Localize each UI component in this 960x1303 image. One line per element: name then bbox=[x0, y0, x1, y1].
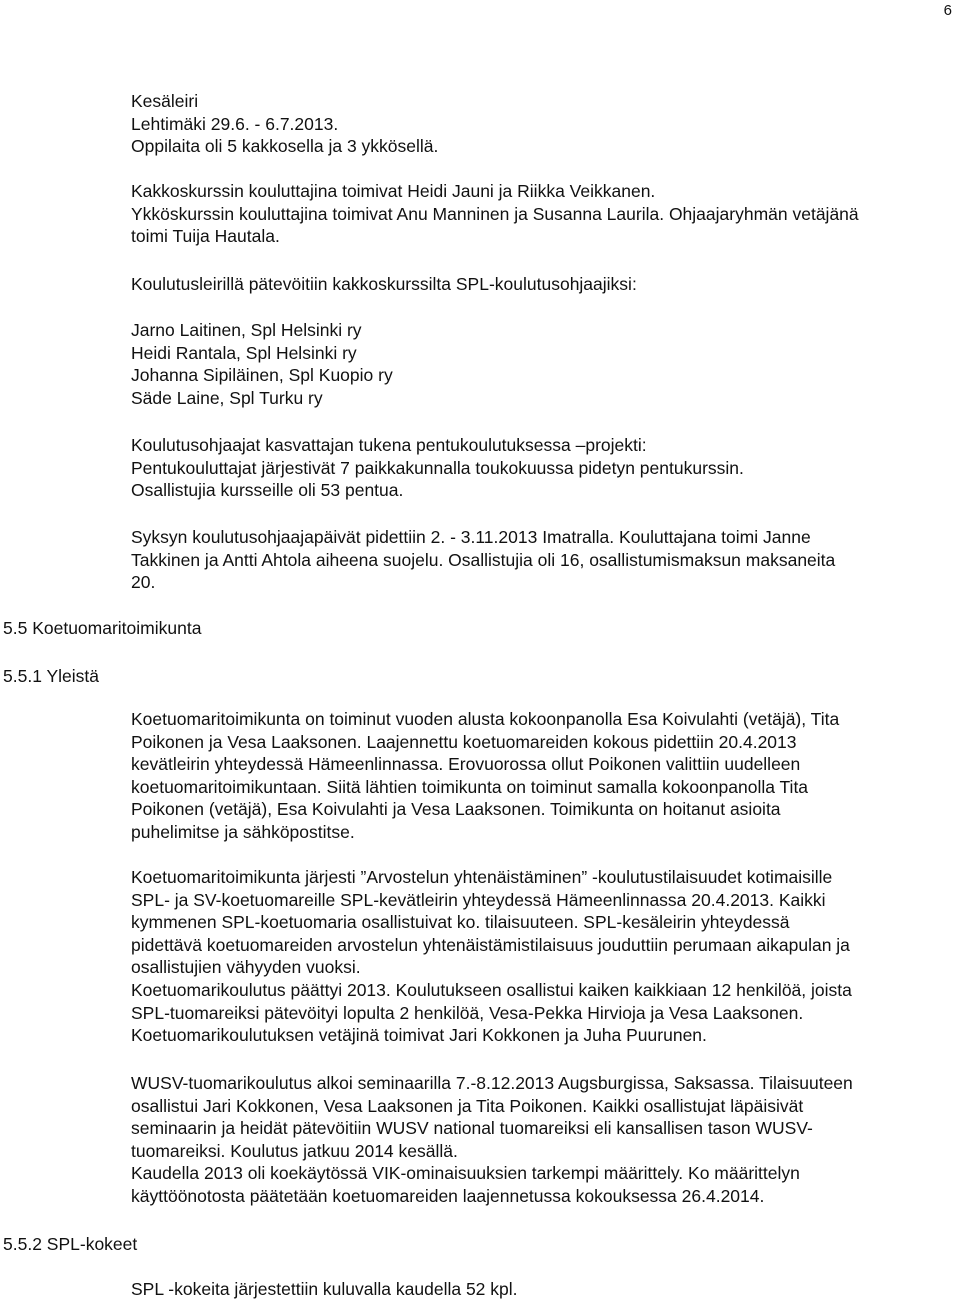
text-line: Koulutusleirillä pätevöitiin kakkoskurssilta SPL-koulutusohjaajiksi: bbox=[131, 274, 637, 294]
trials-count bbox=[131, 1278, 946, 1301]
text-line: Syksyn koulutusohjaajapäivät pidettiin 2. - 3.11.2013 Imatralla. Kouluttajana toimi Janne bbox=[131, 527, 811, 547]
text-line: Lehtimäki 29.6. - 6.7.2013. bbox=[131, 113, 339, 134]
harmonization-block bbox=[131, 866, 946, 1047]
list-item: Jarno Laitinen, Spl Helsinki ry bbox=[131, 320, 362, 340]
qualified-list bbox=[131, 319, 946, 409]
wusv-block bbox=[131, 1072, 946, 1208]
text-line: SPL- ja SV-koetuomareille SPL-kevätleirin yhteydessä Hämeenlinnassa 20.4.2013. Kaikki bbox=[131, 889, 826, 910]
text-line: Ykköskurssin kouluttajina toimivat Anu Manninen ja Susanna Laurila. Ohjaajaryhmän vetäjänä bbox=[131, 203, 859, 224]
text-line: Koetuomaritoimikunta on toiminut vuoden alusta kokoonpanolla Esa Koivulahti (vetäjä), Tita bbox=[131, 709, 840, 729]
list-item: Johanna Sipiläinen, Spl Kuopio ry bbox=[131, 365, 393, 386]
list-item: Heidi Rantala, Spl Helsinki ry bbox=[131, 342, 357, 363]
puppy-project-block bbox=[131, 434, 946, 502]
text-line: tuomareiksi. Koulutus jatkuu 2014 kesällä. bbox=[131, 1140, 458, 1161]
text-line: Takkinen ja Antti Ahtola aiheena suojelu. Osallistujia oli 16, osallistumismaksun maksaneita bbox=[131, 549, 836, 570]
page-number: 6 bbox=[943, 2, 952, 19]
section-heading-5-5-2: 5.5.2 SPL-kokeet bbox=[3, 1234, 138, 1254]
list-item: Säde Laine, Spl Turku ry bbox=[131, 387, 323, 408]
text-line: koetuomaritoimikuntaan. Siitä lähtien toimikunta on toiminut samalla kokoonpanolla Tita bbox=[131, 776, 809, 797]
text-line: Osallistujia kursseille oli 53 pentua. bbox=[131, 480, 404, 501]
text-line: käyttöönotosta päätetään koetuomareiden laajennetussa kokouksessa 26.4.2014. bbox=[131, 1185, 765, 1206]
text-line: Poikonen (vetäjä), Esa Koivulahti ja Vesa Laaksonen. Toimikunta on hoitanut asioita bbox=[131, 799, 781, 820]
text-line: WUSV-tuomarikoulutus alkoi seminaarilla 7.-8.12.2013 Augsburgissa, Saksassa. Tilaisuuteen bbox=[131, 1073, 853, 1093]
text-line: seminaarin ja heidät pätevöitiin WUSV national tuomareiksi eli kansallisen tason WUSV- bbox=[131, 1118, 813, 1139]
text-line: Kakkoskurssin kouluttajina toimivat Heidi Jauni ja Riikka Veikkanen. bbox=[131, 181, 656, 201]
text-line: Kesäleiri bbox=[131, 91, 199, 111]
text-line: Pentukouluttajat järjestivät 7 paikkakunnalla toukokuussa pidetyn pentukurssin. bbox=[131, 457, 744, 478]
text-line: pidettävä koetuomareiden arvostelun yhtenäistämistilaisuus jouduttiin perumaan aikapulan ja bbox=[131, 934, 850, 955]
committee-block bbox=[131, 708, 946, 844]
text-line: osallistui Jari Kokkonen, Vesa Laaksonen ja Tita Poikonen. Kaikki osallistujat läpäisivät bbox=[131, 1095, 804, 1116]
text-line: osallistujien vähyyden vuoksi. bbox=[131, 957, 361, 978]
text-line: Kaudella 2013 oli koekäytössä VIK-ominaisuuksien tarkempi määrittely. Ko määrittelyn bbox=[131, 1163, 800, 1184]
summer-camp-block bbox=[131, 90, 946, 158]
trainers-block bbox=[131, 180, 946, 248]
section-heading-5-5: 5.5 Koetuomaritoimikunta bbox=[3, 618, 202, 638]
text-line: Koetuomaritoimikunta järjesti ”Arvostelun yhtenäistäminen” -koulutustilaisuudet kotimaisille bbox=[131, 867, 833, 887]
text-line: Oppilaita oli 5 kakkosella ja 3 ykkösellä. bbox=[131, 136, 439, 157]
section-heading-5-5-1: 5.5.1 Yleistä bbox=[3, 666, 99, 686]
text-line: 20. bbox=[131, 572, 156, 593]
text-line: toimi Tuija Hautala. bbox=[131, 226, 280, 247]
text-line: puhelimitse ja sähköpostitse. bbox=[131, 821, 355, 842]
text-line: kevätleirin yhteydessä Hämeenlinnassa. Erovuorossa ollut Poikonen valittiin uudelleen bbox=[131, 754, 801, 775]
text-line: SPL -kokeita järjestettiin kuluvalla kaudella 52 kpl. bbox=[131, 1279, 518, 1299]
text-line: kymmenen SPL-koetuomaria osallistuivat ko. tilaisuuteen. SPL-kesäleirin yhteydessä bbox=[131, 912, 790, 933]
text-line: Poikonen ja Vesa Laaksonen. Laajennettu koetuomareiden kokous pidettiin 20.4.2013 bbox=[131, 731, 797, 752]
text-line: Koetuomarikoulutuksen vetäjinä toimivat Jari Kokkonen ja Juha Puurunen. bbox=[131, 1025, 707, 1046]
text-line: Koetuomarikoulutus päättyi 2013. Koulutukseen osallistui kaiken kaikkiaan 12 henkilöä, joista bbox=[131, 979, 852, 1000]
autumn-days-block bbox=[131, 526, 946, 594]
qualified-intro bbox=[131, 273, 946, 296]
text-line: Koulutusohjaajat kasvattajan tukena pentukoulutuksessa –projekti: bbox=[131, 435, 647, 455]
text-line: SPL-tuomareiksi pätevöityi lopulta 2 henkilöä, Vesa-Pekka Hirvioja ja Vesa Laaksonen. bbox=[131, 1002, 804, 1023]
